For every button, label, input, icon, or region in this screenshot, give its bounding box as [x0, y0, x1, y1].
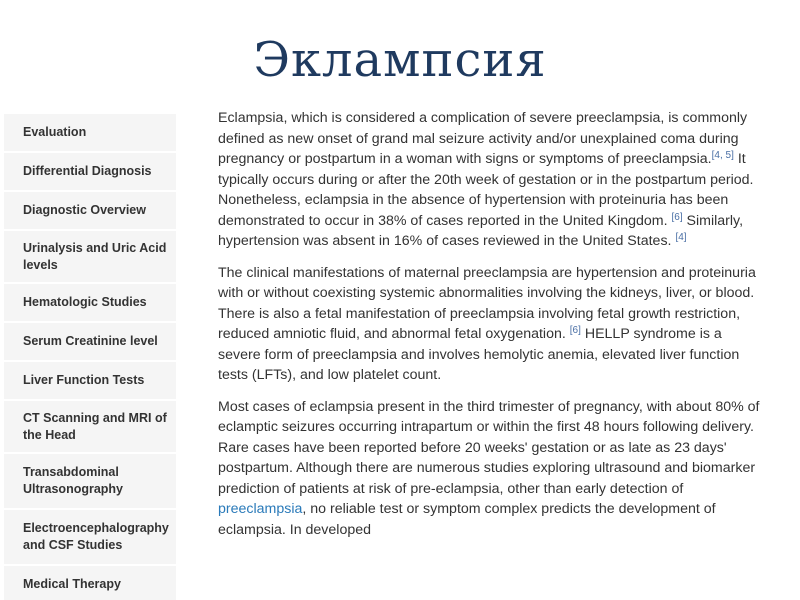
sidebar-item-eeg-csf[interactable]	[4, 510, 176, 566]
paragraph-text: The clinical manifestations of maternal preeclampsia are hypertension and proteinuria with or without coexisting systemic abnormalities involving the kidneys, liver, or blood. There is also a fetal manifestation of preeclampsia involving fetal growth restriction, reduced amniotic fluid, and abnormal fetal oxygenation.	[218, 264, 756, 342]
reference-link[interactable]: [6]	[671, 211, 683, 223]
reference-link[interactable]: [4]	[675, 232, 687, 243]
sidebar-item-label: Liver Function Tests	[23, 373, 145, 387]
paragraph-text: Eclampsia, which is considered a complication of severe preeclampsia, is commonly defined as new onset of grand mal seizure activity and/or unexplained coma during pregnancy or postpartum in a woman with signs or symptoms of preeclampsia.	[218, 110, 748, 167]
paragraph-1	[218, 108, 763, 252]
paragraph-text: Similarly, hypertension was absent in 16% of cases reviewed in the United States.	[218, 212, 744, 249]
article-screenshot	[0, 104, 800, 600]
sidebar-item-transabdominal-us[interactable]	[4, 454, 176, 510]
sidebar-item-label: Differential Diagnosis	[23, 164, 152, 178]
sidebar-item-serum-creatinine[interactable]	[4, 323, 176, 362]
paragraph-text: HELLP syndrome is a severe form of preeclampsia and involves hemolytic anemia, elevated liver function tests (LFTs), and low platelet count.	[218, 326, 740, 383]
sidebar-item-label: Serum Creatinine level	[23, 334, 158, 348]
sidebar-item-hematologic-studies[interactable]	[4, 284, 176, 323]
sidebar-item-medical-therapy[interactable]	[4, 566, 176, 600]
sidebar-item-label: Diagnostic Overview	[23, 203, 146, 217]
sidebar-item-diagnostic-overview[interactable]	[4, 192, 176, 231]
sidebar-item-label: Evaluation	[23, 125, 87, 139]
reference-link[interactable]: [6]	[569, 325, 581, 336]
sidebar-nav	[0, 104, 180, 600]
sidebar-item-ct-mri[interactable]	[4, 401, 176, 454]
paragraph-text: It typically occurs during or after the 20th week of gestation or in the postpartum period. Nonetheless, eclampsia in the absence of hypertension with proteinuria has been demonstrated to occur in 38% of cases reported in the United Kingdom.	[218, 151, 754, 229]
paragraph-2	[218, 263, 763, 386]
paragraph-text: , no reliable test or symptom complex predicts the development of eclampsia. In developed	[218, 501, 716, 538]
sidebar-item-label: Hematologic Studies	[23, 295, 147, 309]
slide-title: Эклампсия	[253, 32, 547, 88]
sidebar-item-liver-function-tests[interactable]	[4, 362, 176, 401]
preeclampsia-link[interactable]: preeclampsia	[218, 501, 303, 517]
reference-link[interactable]: [4, 5]	[711, 150, 734, 161]
sidebar-item-label: Electroencephalography and CSF Studies	[23, 521, 169, 552]
paragraph-text: Most cases of eclampsia present in the third trimester of pregnancy, with about 80% of eclamptic seizures occurring intrapartum or within the first 48 hours following delivery. Rare cases have been reported before 20 weeks' gestation or as late as 23 days' postpartum. Although there are numerous studies exploring ultrasound and biomarker prediction of patients at risk of pre-eclampsia, other than early detection of	[218, 398, 760, 497]
sidebar-item-differential-diagnosis[interactable]	[4, 153, 176, 192]
sidebar-item-evaluation[interactable]	[4, 114, 176, 153]
sidebar-item-label: Transabdominal Ultrasonography	[23, 465, 124, 496]
sidebar-item-label: Medical Therapy	[23, 577, 121, 591]
sidebar-item-urinalysis[interactable]	[4, 231, 176, 284]
article-content	[218, 108, 763, 551]
paragraph-3	[218, 397, 763, 541]
sidebar-item-label: CT Scanning and MRI of the Head	[23, 410, 167, 442]
sidebar-item-label: Urinalysis and Uric Acid levels	[23, 240, 167, 272]
